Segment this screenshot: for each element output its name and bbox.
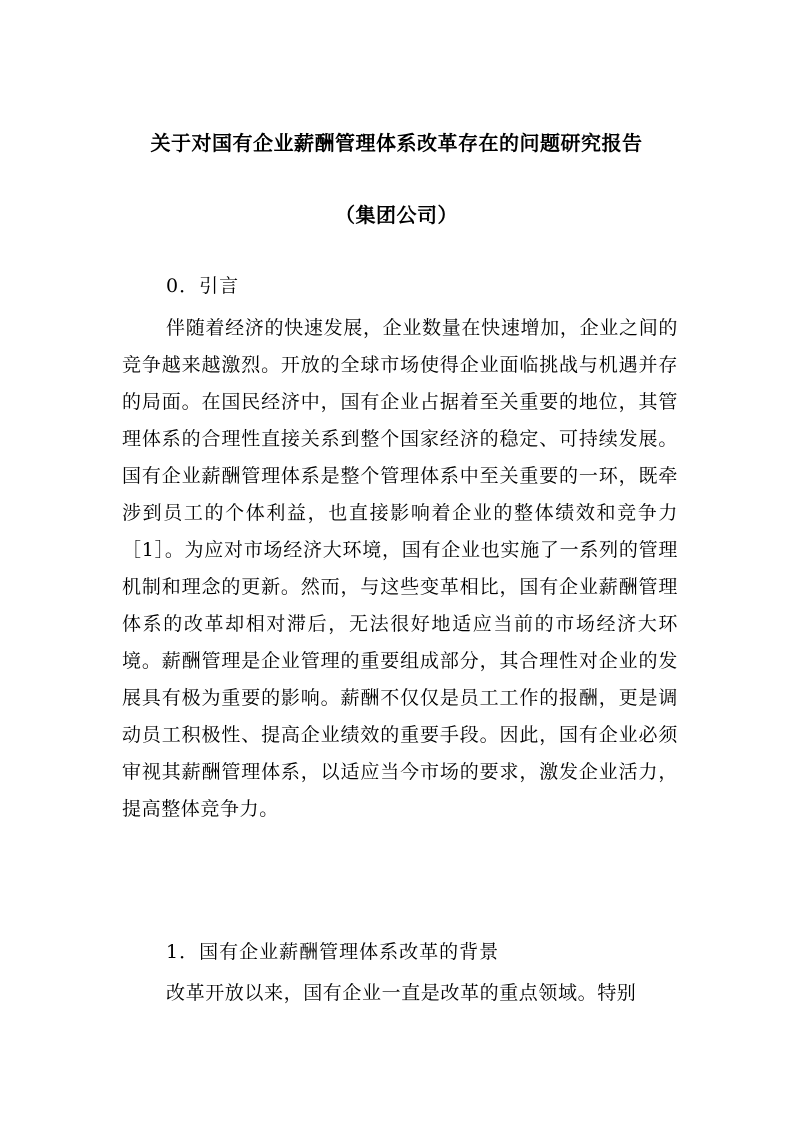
document-title: 关于对国有企业薪酬管理体系改革存在的问题研究报告 [150, 131, 643, 155]
section-heading-introduction: 0．引言 [166, 275, 240, 297]
introduction-paragraph: 伴随着经济的快速发展，企业数量在快速增加，企业之间的竞争越来越激烈。开放的全球市场使得企业面临挑战与机遇并存的局面。在国民经济中，国有企业占据着至关重要的地位，其管理体系的合理性直接关系到整个国家经济的稳定、可持续发展。国有企业薪酬管理体系是整个管理体系中至关重要的一环，既牵涉到员工的个体利益，也直接影响着企业的整体绩效和竞争力［1］。为应对市场经济大环境，国有企业也实施了一系列的管理机制和理念的更新。然而，与这些变革相比，国有企业薪酬管理体系的改革却相对滞后，无法很好地适应当前的市场经济大环境。薪酬管理是企业管理的重要组成部分，其合理性对企业的发展具有极为重要的影响。薪酬不仅仅是员工工作的报酬，更是调动员工积极性、提高企业绩效的重要手段。因此，国有企业必须审视其薪酬管理体系，以适应当今市场的要求，激发企业活力，提高整体竞争力。 [122, 317, 678, 820]
section-heading-background: 1．国有企业薪酬管理体系改革的背景 [166, 941, 500, 963]
document-subtitle: （集团公司） [335, 203, 458, 227]
background-paragraph: 改革开放以来，国有企业一直是改革的重点领域。特别 [166, 982, 637, 1004]
